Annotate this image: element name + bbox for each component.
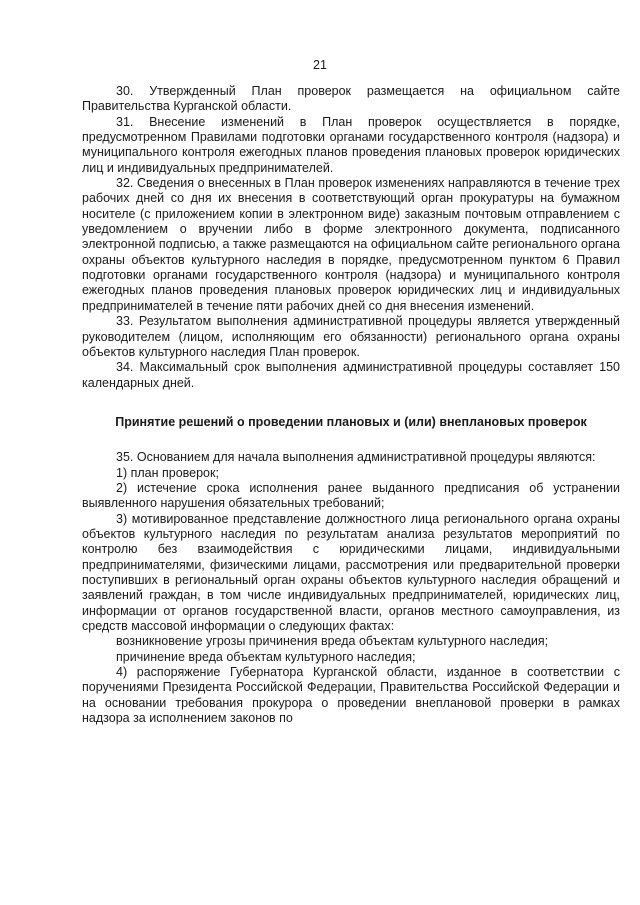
paragraph-35: 35. Основанием для начала выполнения административной процедуры являются:: [116, 450, 596, 465]
sub-item-harm: причинение вреда объектам культурного наследия;: [116, 649, 416, 664]
section-heading: Принятие решений о проведении плановых и (или) внеплановых проверок: [115, 414, 587, 429]
paragraph-30: 30. Утвержденный План проверок размещается на официальном сайте Правительства Курганской области.: [82, 84, 620, 114]
paragraph-32: 32. Сведения о внесенных в План проверок изменениях направляются в течение трех рабочих дней со дня их внесения в соответствующий орган прокуратуры на бумажном носителе (с приложением копии в электронном виде) заказным почтовым отправлением с уведомлением о вручении либо в форме электронного документа, подписанного электронной подписью, а также размещаются на официальном сайте регионального органа охраны объектов культурного наследия в порядке, предусмотренном пунктом 6 Правил подготовки органами государственного контроля (надзора) и муниципального контроля ежегодных планов проведения плановых проверок юридических лиц и индивидуальных предпринимателей в течение пяти рабочих дней со дня внесения изменений.: [82, 176, 620, 313]
sub-item-threat: возникновение угрозы причинения вреда объектам культурного наследия;: [116, 634, 549, 649]
document-body: [82, 84, 620, 726]
paragraph-34: 34. Максимальный срок выполнения административной процедуры составляет 150 календарных дней.: [82, 360, 620, 390]
paragraph-33: 33. Результатом выполнения административной процедуры является утвержденный руководителем (лицом, исполняющим его обязанности) регионального органа охраны объектов культурного наследия План проверок.: [82, 314, 620, 359]
paragraph-31: 31. Внесение изменений в План проверок осуществляется в порядке, предусмотренном Правилами подготовки органами государственного контроля (надзора) и муниципального контроля ежегодных планов проведения плановых проверок юридических лиц и индивидуальных предпринимателей.: [82, 114, 620, 175]
list-item-1: 1) план проверок;: [116, 465, 219, 480]
list-item-2: 2) истечение срока исполнения ранее выданного предписания об устранении выявленного нарушения обязательных требований;: [82, 480, 620, 511]
page-number: 21: [313, 58, 327, 72]
list-item-3: 3) мотивированное представление должностного лица регионального органа охраны объектов культурного наследия по результатам анализа результатов мероприятий по контролю без взаимодействия с юридическими лицами, индивидуальными предпринимателями, физическими лицами, рассмотрения или предварительной проверки поступивших в региональный орган охраны объектов культурного наследия обращений и заявлений граждан, в том числе индивидуальных предпринимателей, юридических лиц, информации от органов государственной власти, органов местного самоуправления, из средств массовой информации о следующих фактах:: [82, 511, 620, 633]
list-item-4: 4) распоряжение Губернатора Курганской области, изданное в соответствии с поручениями Президента Российской Федерации, Правительства Российской Федерации и на основании требования прокурора о проведении внеплановой проверки в рамках надзора за исполнением законов по: [82, 665, 620, 726]
